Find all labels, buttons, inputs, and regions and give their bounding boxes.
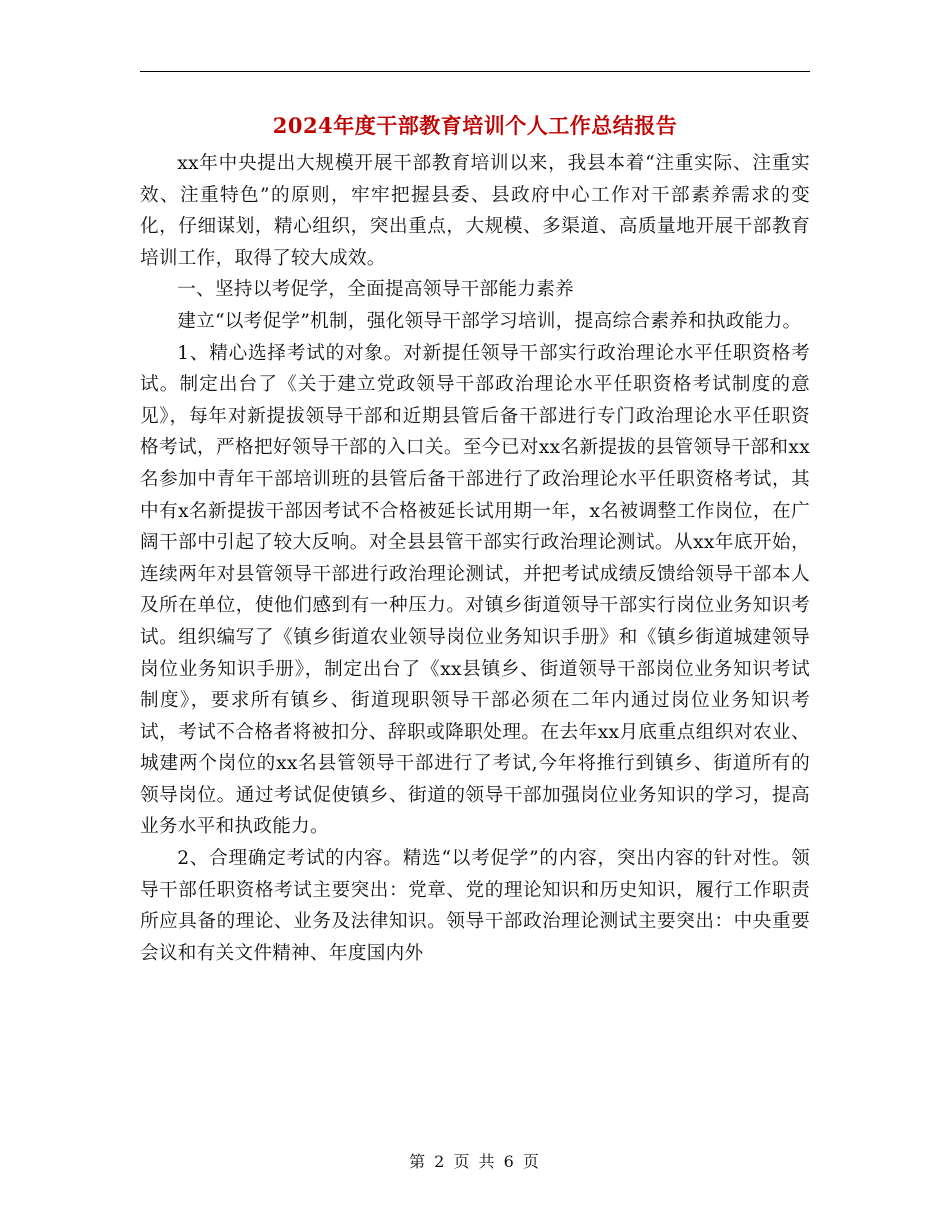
header-rule [140, 71, 810, 72]
paragraph-item-2: 2、合理确定考试的内容。精选“以考促学”的内容，突出内容的针对性。领导干部任职资格考试主要突出：党章、党的理论知识和历史知识，履行工作职责所应具备的理论、业务及法律知识。领导干部政治理论测试主要突出：中央重要会议和有关文件精神、年度国内外 [140, 848, 810, 964]
document-body [140, 148, 810, 969]
section-heading-1: 一、坚持以考促学，全面提高领导干部能力素养 [177, 279, 574, 301]
document-title: 2024年度干部教育培训个人工作总结报告 [272, 113, 678, 138]
page-footer [140, 1150, 810, 1174]
paragraph-section-lead: 建立“以考促学”机制，强化领导干部学习培训，提高综合素养和执政能力。 [177, 310, 802, 332]
paragraph-item-1: 1、精心选择考试的对象。对新提任领导干部实行政治理论水平任职资格考试。制定出台了《关于建立党政领导干部政治理论水平任职资格考试制度的意见》，每年对新提拔领导干部和近期县管后备干部进行专门政治理论水平任职资格考试，严格把好领导干部的入口关。至今已对xx名新提拔的县管领导干部和xx名参加中青年干部培训班的县管后备干部进行了政治理论水平任职资格考试，其中有x名新提拔干部因考试不合格被延长试用期一年，x名被调整工作岗位，在广阔干部中引起了较大反响。对全县县管干部实行政治理论测试。从xx年底开始，连续两年对县管领导干部进行政治理论测试，并把考试成绩反馈给领导干部本人及所在单位，使他们感到有一种压力。对镇乡街道领导干部实行岗位业务知识考试。组织编写了《镇乡街道农业领导岗位业务知识手册》和《镇乡街道城建领导岗位业务知识手册》，制定出台了《xx县镇乡、街道领导干部岗位业务知识考试制度》，要求所有镇乡、街道现职领导干部必须在二年内通过岗位业务知识考试，考试不合格者将被扣分、辞职或降职处理。在去年xx月底重点组织对农业、城建两个岗位的xx名县管领导干部进行了考试,今年将推行到镇乡、街道所有的领导岗位。通过考试促使镇乡、街道的领导干部加强岗位业务知识的学习，提高业务水平和执政能力。 [140, 342, 810, 838]
paragraph-intro: xx年中央提出大规模开展干部教育培训以来，我县本着“注重实际、注重实效、注重特色”的原则，牢牢把握县委、县政府中心工作对干部素养需求的变化，仔细谋划，精心组织，突出重点，大规模、多渠道、高质量地开展干部教育培训工作，取得了较大成效。 [140, 153, 810, 269]
page-number-label: 第 2 页 共 6 页 [409, 1152, 541, 1171]
